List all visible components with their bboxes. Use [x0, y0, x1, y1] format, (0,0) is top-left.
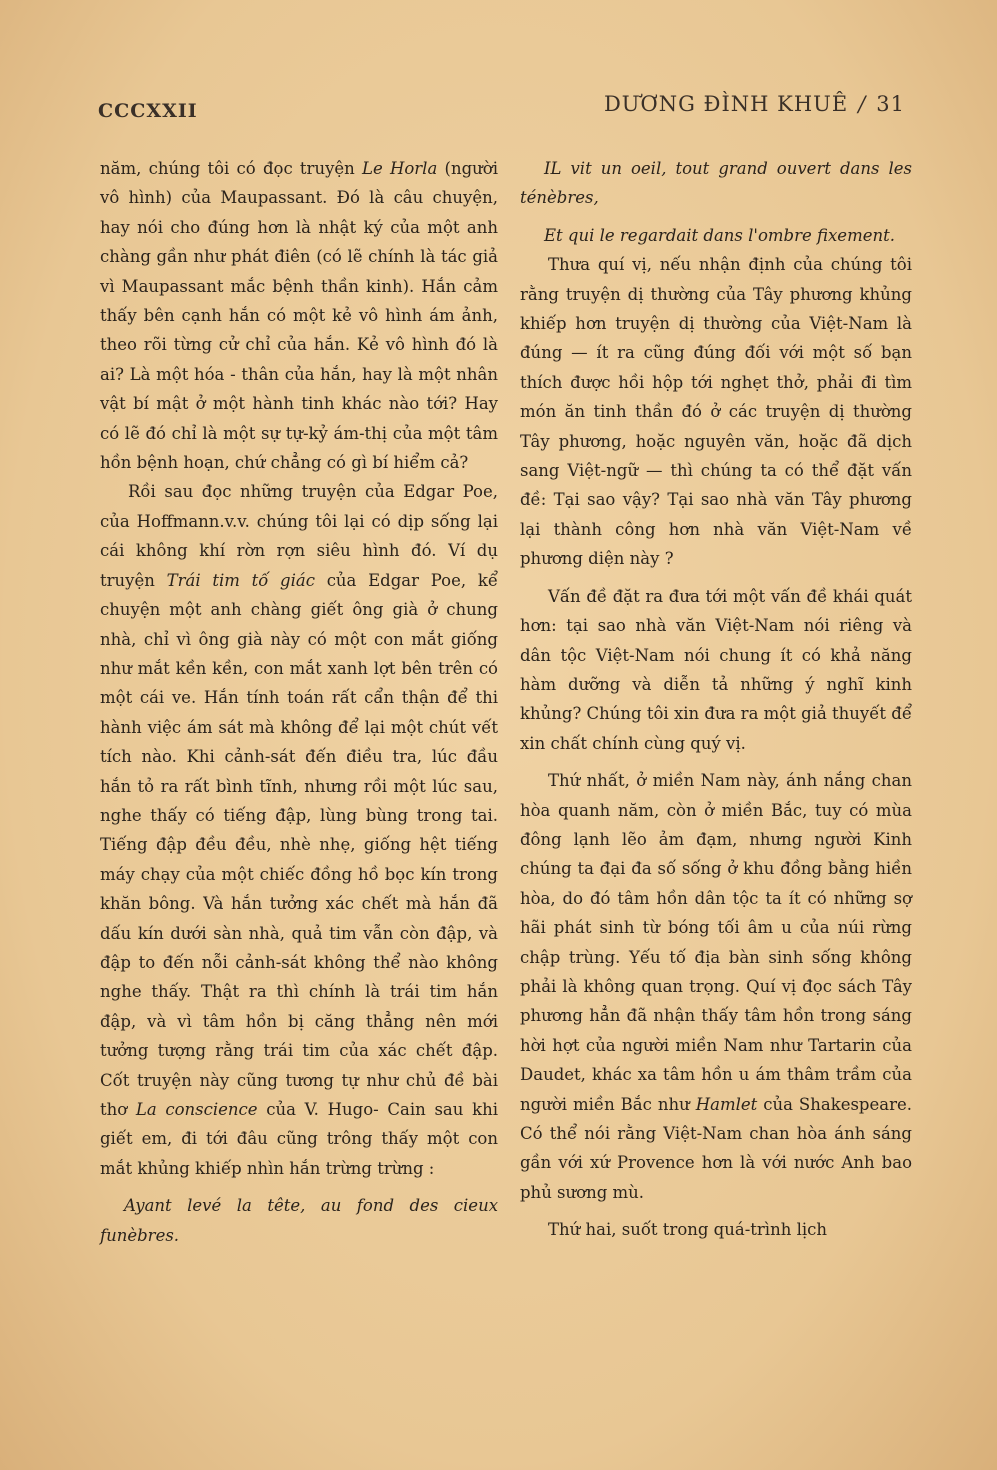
paragraph: Vấn đề đặt ra đưa tới một vấn đề khái quát hơn: tại sao nhà văn Việt-Nam nói riêng và dân tộc Việt-Nam nói chung ít có khả năng hàm dưỡng và diễn tả những ý nghĩ kinh khủng? Chúng tôi xin đưa ra một giả thuyết để xin chất chính cùng quý vị.: [520, 586, 912, 753]
page-number: 31: [876, 92, 905, 116]
paragraph: năm, chúng tôi có đọc truyện Le Horla (người vô hình) của Maupassant. Đó là câu chuyện, hay nói cho đúng hơn là nhật ký của một anh chàng gần như phát điên (có lẽ chính là tác giả vì Maupassant mắc bệnh thần kinh). Hắn cảm thấy bên cạnh hắn có một kẻ vô hình ám ảnh, theo rõi từng cử chỉ của hắn. Kẻ vô hình đó là ai? Là một hóa - thân của hắn, hay là một nhân vật bí mật ở một hành tinh khác nào tới? Hay có lẽ đó chỉ là một sự tự-kỷ ám-thị của một tâm hồn bệnh hoạn, chứ chẳng có gì bí hiểm cả?: [100, 159, 498, 473]
header-separator: /: [858, 92, 867, 116]
book-title: Trái tim tố giác: [166, 570, 315, 590]
poem-title: La conscience: [135, 1100, 258, 1119]
verse-quote: Ayant levé la tête, au fond des cieux funèbres.: [100, 1196, 498, 1245]
paragraph: Thứ hai, suốt trong quá-trình lịch: [548, 1220, 828, 1240]
running-head-left: CCCXXII: [98, 100, 198, 122]
paragraph: Thưa quí vị, nếu nhận định của chúng tôi rằng truyện dị thường của Tây phương khủng khiếp hơn truyện dị thường của Việt-Nam là đúng — ít ra cũng đúng đối với một số bạn thích được hồi hộp tới nghẹt thở, phải đi tìm món ăn tinh thần đó ở các truyện dị thường Tây phương, hoặc nguyên văn, hoặc đã dịch sang Việt-ngữ — thì chúng ta có thể đặt vấn đề: Tại sao vậy? Tại sao nhà văn Tây phương lại thành công hơn nhà văn Việt-Nam về phương diện này ?: [520, 255, 912, 569]
running-head-right: [604, 92, 905, 116]
right-column: [520, 154, 912, 1245]
left-column: [100, 154, 498, 1250]
verse-quote: IL vit un oeil, tout grand ouvert dans les ténèbres,: [520, 159, 912, 208]
author-name: DƯƠNG ĐÌNH KHUÊ: [603, 92, 849, 116]
paragraph: Thứ nhất, ở miền Nam này, ánh nắng chan hòa quanh năm, còn ở miền Bắc, tuy có mùa đông lạnh lẽo ảm đạm, nhưng người Kinh chúng ta đại đa số sống ở khu đồng bằng hiền hòa, do đó tâm hồn dân tộc ta ít có những sợ hãi phát sinh từ bóng tối âm u của núi rừng chập trùng. Yếu tố địa bàn sinh sống không phải là không quan trọng. Quí vị đọc sách Tây phương hẳn đã nhận thấy tâm hồn trong sáng hời hợt của người miền Nam như Tartarin của Daudet, khác xa tâm hồn u ám thâm trầm của người miền Bắc như Hamlet của Shakespeare. Có thể nói rằng Việt-Nam chan hòa ánh sáng gần với xứ Provence hơn là với nước Anh bao phủ sương mù.: [520, 771, 912, 1202]
work-title: Hamlet: [695, 1094, 758, 1114]
verse-quote: Et qui le regardait dans l'ombre fixement.: [544, 225, 895, 245]
paragraph: Rồi sau đọc những truyện của Edgar Poe, của Hoffmann.v.v. chúng tôi lại có dịp sống lại cái không khí rờn rợn siêu hình đó. Ví dụ truyện Trái tim tố giác của Edgar Poe, kể chuyện một anh chàng giết ông già ở chung nhà, chỉ vì ông già này có một con mắt giống như mắt kền kền, con mắt xanh lợt bên trên có một cái ve. Hắn tính toán rất cẩn thận để thi hành việc ám sát mà không để lại một chút vết tích nào. Khi cảnh-sát đến điều tra, lúc đầu hắn tỏ ra rất bình tĩnh, nhưng rồi một lúc sau, nghe thấy có tiếng đập, lùng bùng trong tai. Tiếng đập đều đều, nhè nhẹ, giống hệt tiếng máy chạy của một chiếc đồng hồ bọc kín trong khăn bông. Và hắn tưởng xác chết mà hắn đã dấu kín dưới sàn nhà, quả tim vẫn còn đập, và đập to đến nỗi cảnh-sát không thể nào không nghe thấy. Thật ra thì chính là trái tim hắn đập, và vì tâm hồn bị căng thẳng nên mới tưởng tượng rằng trái tim của xác chết đập. Cốt truyện này cũng tương tự như chủ đề bài thơ La conscience của V. Hugo- Cain sau khi giết em, đi tới đâu cũng trông thấy một con mắt khủng khiếp nhìn hắn trừng trừng :: [100, 482, 498, 1178]
book-title: Le Horla: [362, 159, 438, 178]
